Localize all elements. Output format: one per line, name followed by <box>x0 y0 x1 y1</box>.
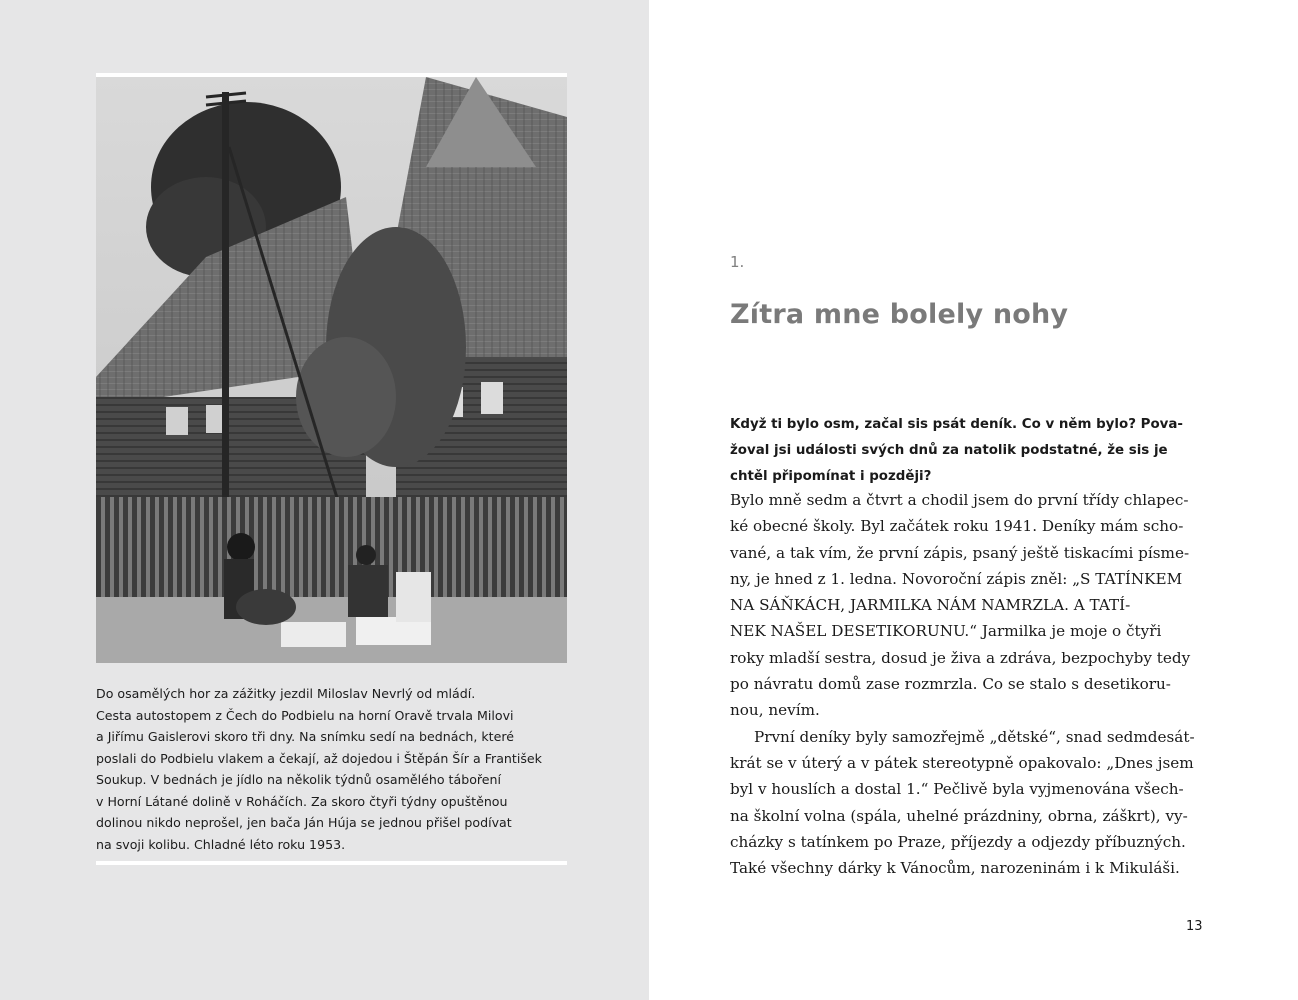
caption-line: Soukup. V bednách je jídlo na několik týdnů osamělého táboření <box>96 772 502 787</box>
chapter-title: Zítra mne bolely nohy <box>730 299 1069 330</box>
body-line: NEK NAŠEL DESETIKORUNU.“ Jarmilka je moje o čtyři <box>730 622 1162 641</box>
caption-line: a Jiřímu Gaislerovi skoro tři dny. Na snímku sedí na bednách, které <box>96 729 515 744</box>
caption-line: v Horní Látané dolině v Roháčích. Za skoro čtyři týdny opuštěnou <box>96 793 508 809</box>
black-and-white-photo-icon <box>96 77 567 663</box>
question-line: chtěl připomínat i později? <box>730 469 932 484</box>
question-line: Když ti bylo osm, začal sis psát deník. Co v něm bylo? Pova- <box>730 417 1183 432</box>
body-line: roky mladší sestra, dosud je živa a zdráva, bezpochyby tedy <box>730 648 1191 667</box>
body-line: První deníky byly samozřejmě „dětské“, snad sedmdesát- <box>754 727 1195 746</box>
interview-question <box>730 412 1205 490</box>
right-page <box>649 0 1298 1000</box>
body-text <box>730 487 1205 881</box>
caption-line: dolinou nikdo neprošel, jen bača Ján Húja se jednou přišel podívat <box>96 815 512 830</box>
photo-caption <box>96 683 567 855</box>
page-number: 13 <box>1186 919 1203 934</box>
body-line: Bylo mně sedm a čtvrt a chodil jsem do první třídy chlapec- <box>730 491 1189 509</box>
body-line: ké obecné školy. Byl začátek roku 1941. Deníky mám scho- <box>730 517 1184 536</box>
caption-line: Do osamělých hor za zážitky jezdil Miloslav Nevrlý od mládí. <box>96 686 476 701</box>
body-line: vané, a tak vím, že první zápis, psaný ještě tiskacími písme- <box>730 543 1190 562</box>
question-line: žoval jsi události svých dnů za natolik podstatné, že sis je <box>730 443 1168 458</box>
caption-line: Cesta autostopem z Čech do Podbielu na horní Oravě trvala Milovi <box>96 707 514 723</box>
body-line: na školní volna (spála, uhelné prázdniny, obrna, záškrt), vy- <box>730 806 1188 825</box>
caption-line: na svoji kolibu. Chladné léto roku 1953. <box>96 836 346 852</box>
body-line: byl v houslích a dostal 1.“ Pečlivě byla vyjmenována všech- <box>730 780 1184 799</box>
body-line: Také všechny dárky k Vánocům, narozeninám i k Mikuláši. <box>730 859 1180 878</box>
body-line: cházky s tatínkem po Praze, příjezdy a odjezdy příbuzných. <box>730 832 1186 851</box>
body-line: ny, je hned z 1. ledna. Novoroční zápis zněl: „S TATÍNKEM <box>730 569 1183 588</box>
body-line: po návratu domů zase rozmrzla. Co se stalo s desetikoru- <box>730 675 1171 694</box>
body-line: krát se v úterý a v pátek stereotypně opakovalo: „Dnes jsem <box>730 753 1194 772</box>
chapter-number: 1. <box>730 253 745 271</box>
village-photo <box>96 77 567 663</box>
body-line: nou, nevím. <box>730 701 820 720</box>
caption-line: poslali do Podbielu vlakem a čekají, až dojedou i Štěpán Šír a František <box>96 750 542 766</box>
body-line: NA SÁŇKÁCH, JARMILKA NÁM NAMRZLA. A TATÍ- <box>730 596 1131 615</box>
bottom-rule <box>96 861 567 865</box>
